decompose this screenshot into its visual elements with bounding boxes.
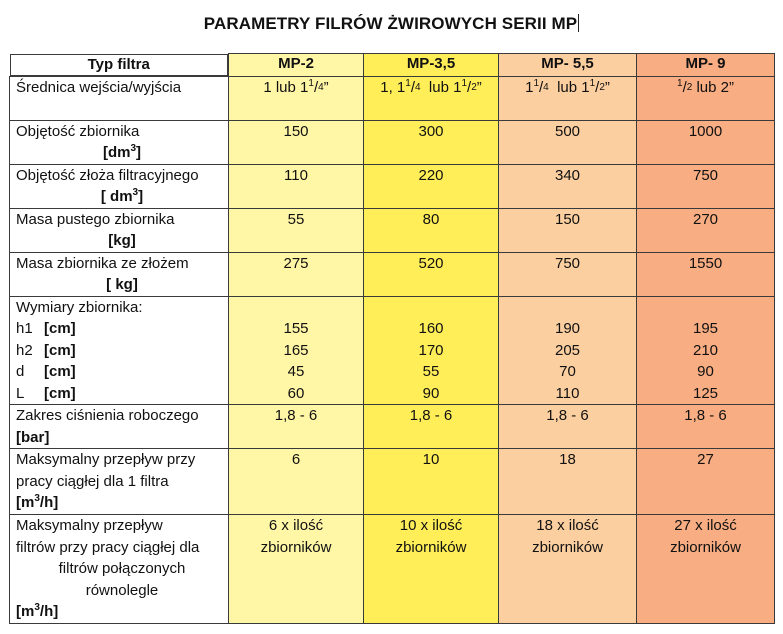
cell-pressure-mp2: 1,8 - 6	[229, 405, 364, 449]
cell-bed-volume-mp35: 220	[364, 164, 499, 208]
row-label-full-mass: Masa zbiornika ze złożem [ kg]	[10, 252, 229, 296]
table-row	[10, 296, 775, 405]
cell-flow-single-mp9: 27	[637, 449, 775, 515]
table-row	[10, 449, 775, 515]
unit-full-mass: [ kg]	[106, 276, 138, 293]
cell-volume-mp9: 1000	[637, 120, 775, 164]
cell-dimensions-mp9: 195 210 90 125	[637, 296, 775, 405]
cell-flow-single-mp55: 18	[499, 449, 637, 515]
table-row	[10, 164, 775, 208]
cell-full-mass-mp35: 520	[364, 252, 499, 296]
cell-volume-mp55: 500	[499, 120, 637, 164]
header-model-mp9: MP- 9	[637, 54, 775, 77]
cell-volume-mp35: 300	[364, 120, 499, 164]
cell-full-mass-mp2: 275	[229, 252, 364, 296]
unit-pressure: [bar]	[16, 428, 50, 446]
cell-empty-mass-mp35: 80	[364, 208, 499, 252]
header-model-mp2: MP-2	[229, 54, 364, 77]
cell-bed-volume-mp55: 340	[499, 164, 637, 208]
table-row	[10, 208, 775, 252]
unit-bed-volume: [ $dm^3$]	[100, 187, 144, 205]
page-title-text: PARAMETRY FILRÓW ŻWIROWYCH SERII MP	[203, 14, 578, 33]
cell-pressure-mp35: 1,8 - 6	[364, 405, 499, 449]
cell-flow-parallel-mp2: 6 x ilość zbiorników	[229, 515, 364, 624]
row-label-diameter: Średnica wejścia/wyjścia	[10, 76, 229, 120]
header-row	[10, 54, 775, 77]
table-row	[10, 120, 775, 164]
cell-diameter-mp55: $1^1/4$ lub $1^1/2$”	[499, 76, 637, 120]
cell-flow-single-mp35: 10	[364, 449, 499, 515]
cell-diameter-mp35: 1, $1^1/4$ lub $1^1/2$”	[364, 76, 499, 120]
row-label-flow-single: Maksymalny przepływ przy pracy ciągłej dla 1 filtra $[m^3/h]$	[10, 449, 229, 515]
row-label-flow-parallel: Maksymalny przepływ filtrów przy pracy ciągłej dla filtrów połączonych równolegle $[m^3/h]$	[10, 515, 229, 624]
cell-flow-single-mp2: 6	[229, 449, 364, 515]
cell-flow-parallel-mp9: 27 x ilość zbiorników	[637, 515, 775, 624]
cell-full-mass-mp55: 750	[499, 252, 637, 296]
cell-flow-parallel-mp55: 18 x ilość zbiorników	[499, 515, 637, 624]
row-label-empty-mass: Masa pustego zbiornika [kg]	[10, 208, 229, 252]
cell-pressure-mp55: 1,8 - 6	[499, 405, 637, 449]
table-row	[10, 515, 775, 624]
cell-diameter-mp2: 1 lub $1^1/4$”	[229, 76, 364, 120]
cell-empty-mass-mp9: 270	[637, 208, 775, 252]
row-label-pressure: Zakres ciśnienia roboczego [bar]	[10, 405, 229, 449]
cell-diameter-mp9: $^1$/2 lub 2”	[637, 76, 775, 120]
text-cursor	[578, 14, 579, 32]
cell-volume-mp2: 150	[229, 120, 364, 164]
row-label-bed-volume: Objętość złoża filtracyjnego [ $dm^3$]	[10, 164, 229, 208]
cell-pressure-mp9: 1,8 - 6	[637, 405, 775, 449]
cell-flow-parallel-mp35: 10 x ilość zbiorników	[364, 515, 499, 624]
parameters-table	[9, 53, 775, 624]
row-label-dimensions: Wymiary zbiornika: h1 [cm] h2 [cm] d [cm] L [cm]	[10, 296, 229, 405]
table-row	[10, 252, 775, 296]
table-row	[10, 405, 775, 449]
table-row	[10, 76, 775, 120]
header-model-mp55: MP- 5,5	[499, 54, 637, 77]
unit-flow-single: $[m^3/h]$	[16, 493, 59, 511]
cell-dimensions-mp55: 190 205 70 110	[499, 296, 637, 405]
cell-dimensions-mp2: 155 165 45 60	[229, 296, 364, 405]
unit-flow-parallel: $[m^3/h]$	[16, 602, 59, 620]
page-title	[0, 14, 783, 34]
cell-dimensions-mp35: 160 170 55 90	[364, 296, 499, 405]
cell-full-mass-mp9: 1550	[637, 252, 775, 296]
cell-empty-mass-mp55: 150	[499, 208, 637, 252]
header-type-label: Typ filtra	[10, 54, 229, 76]
cell-empty-mass-mp2: 55	[229, 208, 364, 252]
cell-bed-volume-mp9: 750	[637, 164, 775, 208]
unit-volume: $[dm^3]$	[102, 143, 142, 161]
row-label-volume: Objętość zbiornika $[dm^3]$	[10, 120, 229, 164]
unit-empty-mass: [kg]	[108, 232, 136, 249]
header-model-mp35: MP-3,5	[364, 54, 499, 77]
cell-bed-volume-mp2: 110	[229, 164, 364, 208]
